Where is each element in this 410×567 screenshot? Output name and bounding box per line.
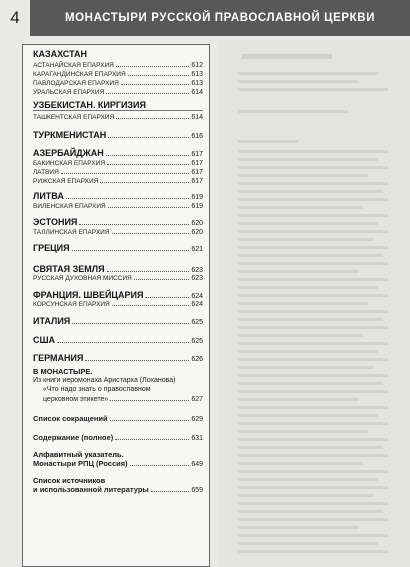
- ghost-line: [238, 454, 388, 457]
- ghost-line: [238, 526, 358, 529]
- ghost-line: [238, 390, 388, 393]
- ghost-line: [238, 502, 388, 505]
- ghost-line: [238, 238, 373, 241]
- ghost-line: [238, 334, 363, 337]
- toc-heading-azerbaijan: АЗЕРБАЙДЖАН 617: [33, 148, 203, 158]
- ghost-line: [238, 278, 388, 281]
- ghost-line: [238, 430, 368, 433]
- toc-heading-usa: США 625: [33, 335, 203, 345]
- ghost-line: [238, 80, 358, 83]
- ghost-line: [238, 150, 388, 153]
- toc-heading-monastery: В МОНАСТЫРЕ.: [33, 367, 93, 376]
- ghost-line: [238, 270, 358, 273]
- toc-entry-abbreviations: Список сокращений 629: [33, 414, 203, 423]
- ghost-line: [238, 286, 378, 289]
- ghost-line: [238, 486, 388, 489]
- ghost-line: [238, 510, 383, 513]
- toc-heading-estonia: ЭСТОНИЯ 620: [33, 217, 203, 227]
- toc-subline: «Что надо знать о православном: [43, 386, 151, 393]
- ghost-line: [238, 326, 388, 329]
- toc-entry-index: Монастыри РПЦ (Россия) 649: [33, 459, 203, 468]
- ghost-line: [238, 158, 378, 161]
- ghost-line: [238, 358, 388, 361]
- ghost-line: [238, 462, 363, 465]
- running-title: МОНАСТЫРИ РУССКОЙ ПРАВОСЛАВНОЙ ЦЕРКВИ: [30, 0, 410, 36]
- ghost-line: [238, 182, 388, 185]
- toc-entry: РУССКАЯ ДУХОВНАЯ МИССИЯ 623: [33, 275, 203, 282]
- ghost-line: [238, 446, 383, 449]
- ghost-line: [238, 190, 383, 193]
- toc-heading-germany: ГЕРМАНИЯ 626: [33, 353, 203, 363]
- ghost-line: [238, 302, 368, 305]
- ghost-line: [238, 166, 388, 169]
- toc-entry: БАКИНСКАЯ ЕПАРХИЯ 617: [33, 160, 203, 167]
- toc-entry: КОРСУНСКАЯ ЕПАРХИЯ 624: [33, 301, 203, 308]
- ghost-line: [238, 214, 388, 217]
- toc-entry: ЛАТВИЯ 617: [33, 169, 203, 176]
- ghost-line: [238, 494, 373, 497]
- toc-entry: ТАЛЛИНСКАЯ ЕПАРХИЯ 620: [33, 229, 203, 236]
- ghost-line: [238, 318, 383, 321]
- toc-sources-line: Список источников: [33, 476, 106, 485]
- toc-heading-france: ФРАНЦИЯ. ШВЕЙЦАРИЯ 624: [33, 290, 203, 300]
- page-number: 4: [0, 0, 30, 36]
- toc-entry: УРАЛЬСКАЯ ЕПАРХИЯ 614: [33, 89, 203, 96]
- ghost-line: [238, 550, 388, 553]
- page-header: [0, 0, 410, 36]
- ghost-line: [238, 406, 388, 409]
- ghost-line: [238, 470, 388, 473]
- toc-entry: РИЖСКАЯ ЕПАРХИЯ 617: [33, 178, 203, 185]
- ghost-line: [238, 206, 363, 209]
- facing-page-background: [218, 40, 410, 567]
- toc-entry: КАРАГАНДИНСКАЯ ЕПАРХИЯ 613: [33, 71, 203, 78]
- ghost-line: [238, 230, 388, 233]
- ghost-line: [238, 534, 388, 537]
- table-of-contents: [22, 44, 210, 567]
- ghost-line: [238, 398, 358, 401]
- ghost-line: [238, 262, 388, 265]
- ghost-line: [238, 422, 388, 425]
- toc-heading-italy: ИТАЛИЯ 625: [33, 316, 203, 326]
- toc-entry-contents-full: Содержание (полное) 631: [33, 433, 203, 442]
- ghost-line: [238, 350, 378, 353]
- ghost-line: [238, 414, 378, 417]
- toc-heading-greece: ГРЕЦИЯ 621: [33, 243, 203, 253]
- ghost-line: [238, 310, 388, 313]
- ghost-line: [238, 222, 378, 225]
- toc-heading-uzbekistan: УЗБЕКИСТАН. КИРГИЗИЯ: [33, 100, 146, 110]
- ghost-line: [238, 438, 388, 441]
- toc-entry: церковном этикете» 627: [43, 396, 203, 403]
- ghost-line: [238, 198, 388, 201]
- ghost-line: [238, 518, 388, 521]
- ghost-line: [238, 88, 388, 91]
- ghost-line: [238, 72, 378, 75]
- toc-entry: ПАВЛОДАРСКАЯ ЕПАРХИЯ 613: [33, 80, 203, 87]
- toc-entry: ВИЛЕНСКАЯ ЕПАРХИЯ 619: [33, 203, 203, 210]
- ghost-line: [238, 382, 383, 385]
- facing-page-ghost-title: [242, 54, 332, 59]
- ghost-line: [238, 174, 368, 177]
- toc-entry-sources: и использованной литературы 659: [33, 485, 203, 494]
- ghost-line: [238, 366, 373, 369]
- ghost-line: [238, 140, 298, 143]
- toc-entry: АСТАНАЙСКАЯ ЕПАРХИЯ 612: [33, 62, 203, 69]
- toc-entry: ТАШКЕНТСКАЯ ЕПАРХИЯ 614: [33, 114, 203, 121]
- toc-heading-holy-land: СВЯТАЯ ЗЕМЛЯ 623: [33, 264, 203, 274]
- ghost-line: [238, 254, 383, 257]
- ghost-line: [238, 374, 388, 377]
- toc-subline: Из книги иеромонаха Аристарха (Лоханова): [33, 377, 176, 384]
- ghost-line: [238, 478, 378, 481]
- ghost-line: [238, 294, 388, 297]
- ghost-line: [238, 246, 388, 249]
- toc-index-line: Алфавитный указатель.: [33, 450, 124, 459]
- toc-heading-kazakhstan: КАЗАХСТАН: [33, 49, 87, 59]
- ghost-line: [238, 342, 388, 345]
- ghost-line: [238, 110, 348, 113]
- toc-heading-lithuania: ЛИТВА 619: [33, 191, 203, 201]
- toc-heading-turkmenistan: ТУРКМЕНИСТАН 616: [33, 130, 203, 140]
- ghost-line: [238, 542, 378, 545]
